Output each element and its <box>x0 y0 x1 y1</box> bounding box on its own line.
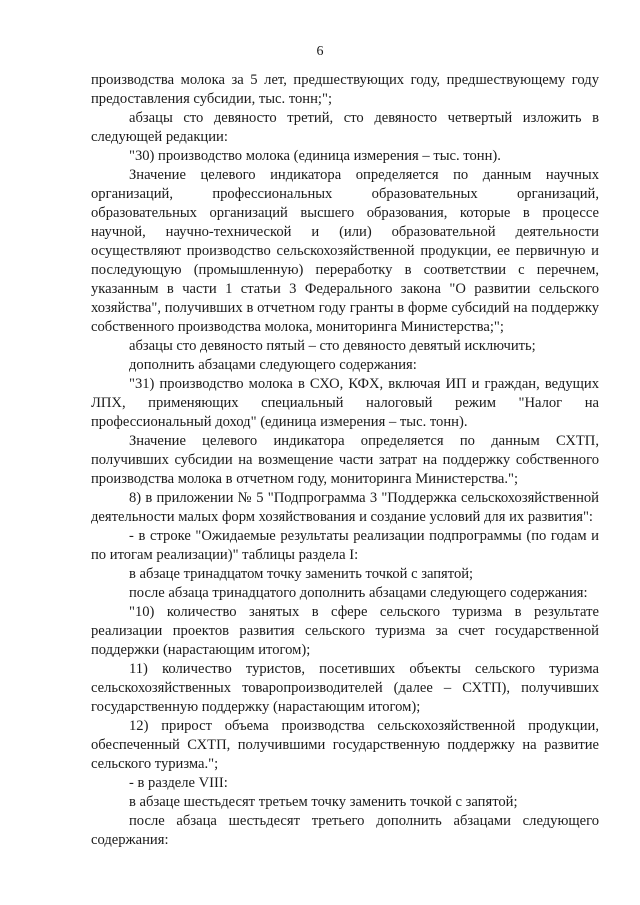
paragraph: после абзаца тринадцатого дополнить абзацами следующего содержания: <box>129 585 588 601</box>
paragraph: - в разделе VIII: <box>129 775 228 791</box>
paragraph: дополнить абзацами следующего содержания: <box>129 357 417 373</box>
paragraph: "31) производство молока в СХО, КФХ, включая ИП и граждан, ведущих ЛПХ, применяющих специальный налоговый режим "Налог на профессиональный доход" (единица измерения – тыс. тонн). <box>91 376 599 430</box>
paragraph: 11) количество туристов, посетивших объекты сельского туризма сельскохозяйственных товаропроизводителей (далее – СХТП), получивших государственную поддержку (нарастающим итогом); <box>91 661 599 715</box>
document-body <box>91 71 599 850</box>
page-number: 6 <box>316 44 324 59</box>
paragraph-continuation: производства молока за 5 лет, предшествующих году, предшествующему году предоставления субсидии, тыс. тонн;"; <box>91 72 599 107</box>
paragraph: Значение целевого индикатора определяется по данным научных организаций, профессиональных образовательных организаций, образовательных организаций высшего образования, которые в процессе научной, научно-технической и (или) образовательной деятельности осуществляют производство сельскохозяйственной продукции, ее первичную и последующую (промышленную) переработку в соответствии с перечнем, указанным в части 1 статьи 3 Федерального закона "О развитии сельского хозяйства", получивших в отчетном году гранты в форме субсидий на поддержку собственного производства молока, мониторинга Министерства;"; <box>91 167 599 335</box>
paragraph: "30) производство молока (единица измерения – тыс. тонн). <box>129 148 501 164</box>
paragraph: Значение целевого индикатора определяется по данным СХТП, получивших субсидии на возмещение части затрат на поддержку собственного производства молока в отчетном году, мониторинга Министерства."; <box>91 433 599 487</box>
paragraph: абзацы сто девяносто пятый – сто девяносто девятый исключить; <box>129 338 536 354</box>
paragraph: абзацы сто девяносто третий, сто девяносто четвертый изложить в следующей редакции: <box>91 110 599 145</box>
paragraph: - в строке "Ожидаемые результаты реализации подпрограммы (по годам и по итогам реализации)" таблицы раздела I: <box>91 528 599 563</box>
paragraph: 12) прирост объема производства сельскохозяйственной продукции, обеспеченный СХТП, получившими государственную поддержку на развитие сельского туризма."; <box>91 718 599 772</box>
paragraph: 8) в приложении № 5 "Подпрограмма 3 "Поддержка сельскохозяйственной деятельности малых форм хозяйствования и создание условий для их развития": <box>91 490 599 525</box>
paragraph: в абзаце шестьдесят третьем точку заменить точкой с запятой; <box>129 794 518 810</box>
paragraph: "10) количество занятых в сфере сельского туризма в результате реализации проектов развития сельского туризма за счет государственной поддержки (нарастающим итогом); <box>91 604 599 658</box>
paragraph: после абзаца шестьдесят третьего дополнить абзацами следующего содержания: <box>91 813 599 848</box>
paragraph: в абзаце тринадцатом точку заменить точкой с запятой; <box>129 566 474 582</box>
